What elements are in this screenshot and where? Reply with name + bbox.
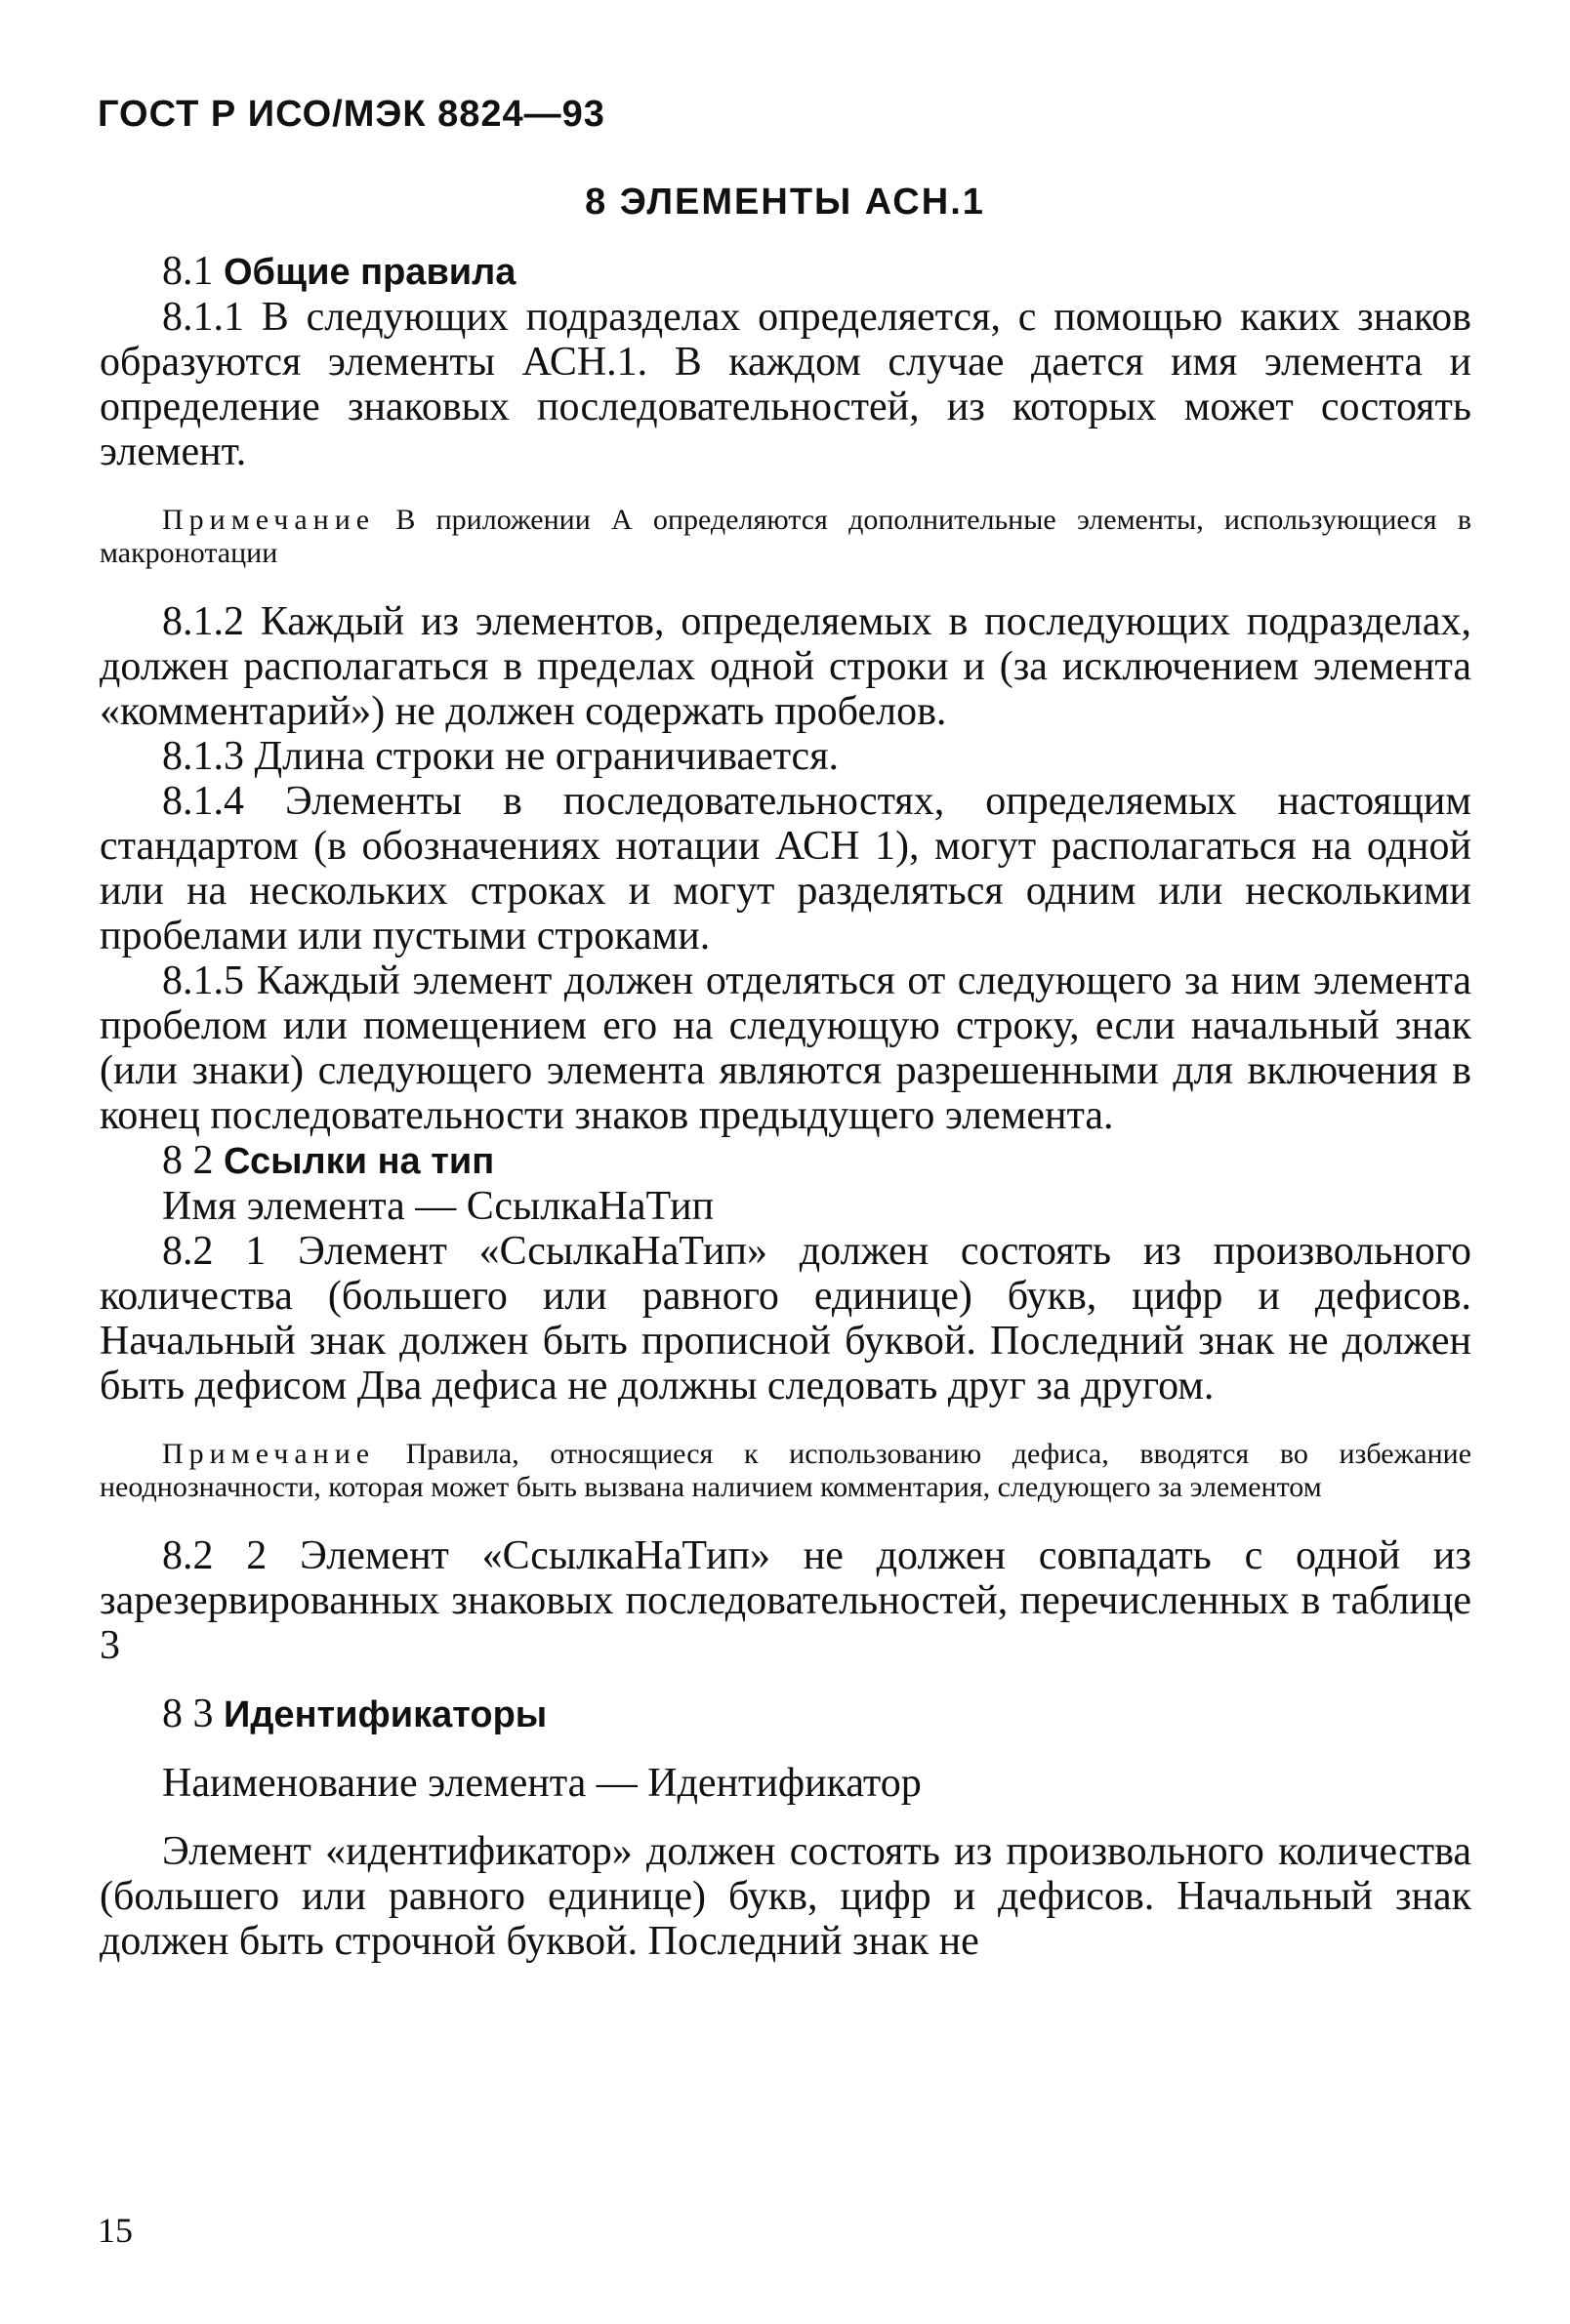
subsection-title: Идентификаторы: [224, 1694, 548, 1735]
paragraph-8-2-1: 8.2 1 Элемент «СсылкаНаТип» должен состоять из произвольного количества (большего или равного единице) букв, цифр и дефисов. Начальный знак должен быть прописной буквой. Последний знак не должен быть дефисом Два дефиса не должны следовать друг за другом.: [100, 1229, 1471, 1408]
note-1: [100, 504, 1471, 570]
subsection-title: Ссылки на тип: [224, 1141, 495, 1182]
paragraph-8-1-5: 8.1.5 Каждый элемент должен отделяться от следующего за ним элемента пробелом или помещением его на следующую строку, если начальный знак (или знаки) следующего элемента являются разрешенными для включения в конец последовательности знаков предыдущего элемента.: [100, 958, 1471, 1138]
subsection-heading-8-3: [100, 1692, 1471, 1737]
subsection-number: 8 3: [162, 1692, 214, 1736]
note-text: В приложении А определяются дополнительные элементы, использующиеся в макронотации: [100, 504, 1471, 569]
paragraph-8-1-4: 8.1.4 Элементы в последовательностях, определяемых настоящим стандартом (в обозначениях нотации АСН 1), могут располагаться на одной или на нескольких строках и могут разделяться одним или несколькими пробелами или пустыми строками.: [100, 779, 1471, 958]
subsection-number: 8.1: [162, 249, 214, 294]
note-label: Примечание: [162, 504, 376, 536]
element-name-8-3: Наименование элемента — Идентификатор: [162, 1761, 922, 1806]
paragraph-8-1-1: 8.1.1 В следующих подразделах определяется, с помощью каких знаков образуются элементы АСН.1. В каждом случае дается имя элемента и определение знаковых последовательностей, из которых может состоять элемент.: [100, 295, 1471, 474]
document-body: [100, 249, 1471, 1964]
paragraph-8-1-3: 8.1.3 Длина строки не ограничивается.: [162, 734, 840, 779]
subsection-heading-8-1: [100, 249, 1471, 295]
subsection-heading-8-2: [100, 1138, 1471, 1184]
paragraph-8-1-2: 8.1.2 Каждый из элементов, определяемых в последующих подразделах, должен располагаться в пределах одной строки и (за исключением элемента «комментарий») не должен содержать пробелов.: [100, 599, 1471, 734]
page-number: 15: [98, 2211, 133, 2250]
note-2: [100, 1438, 1471, 1504]
note-label: Примечание: [162, 1438, 376, 1470]
section-title: 8 ЭЛЕМЕНТЫ АСН.1: [585, 182, 985, 223]
subsection-number: 8 2: [162, 1138, 214, 1183]
paragraph-8-3: Элемент «идентификатор» должен состоять из произвольного количества (большего или равного единице) букв, цифр и дефисов. Начальный знак должен быть строчной буквой. Последний знак не: [100, 1829, 1471, 1964]
subsection-title: Общие правила: [224, 252, 516, 293]
document-header: ГОСТ Р ИСО/МЭК 8824—93: [98, 94, 605, 135]
element-name-8-2: Имя элемента — СсылкаНаТип: [162, 1184, 715, 1229]
note-text: Правила, относящиеся к использованию дефиса, вводятся во избежание неоднозначности, которая может быть вызвана наличием комментария, следующего за элементом: [100, 1438, 1472, 1503]
paragraph-8-2-2: 8.2 2 Элемент «СсылкаНаТип» не должен совпадать с одной из зарезервированных знаковых последовательностей, перечисленных в таблице 3: [100, 1533, 1471, 1668]
